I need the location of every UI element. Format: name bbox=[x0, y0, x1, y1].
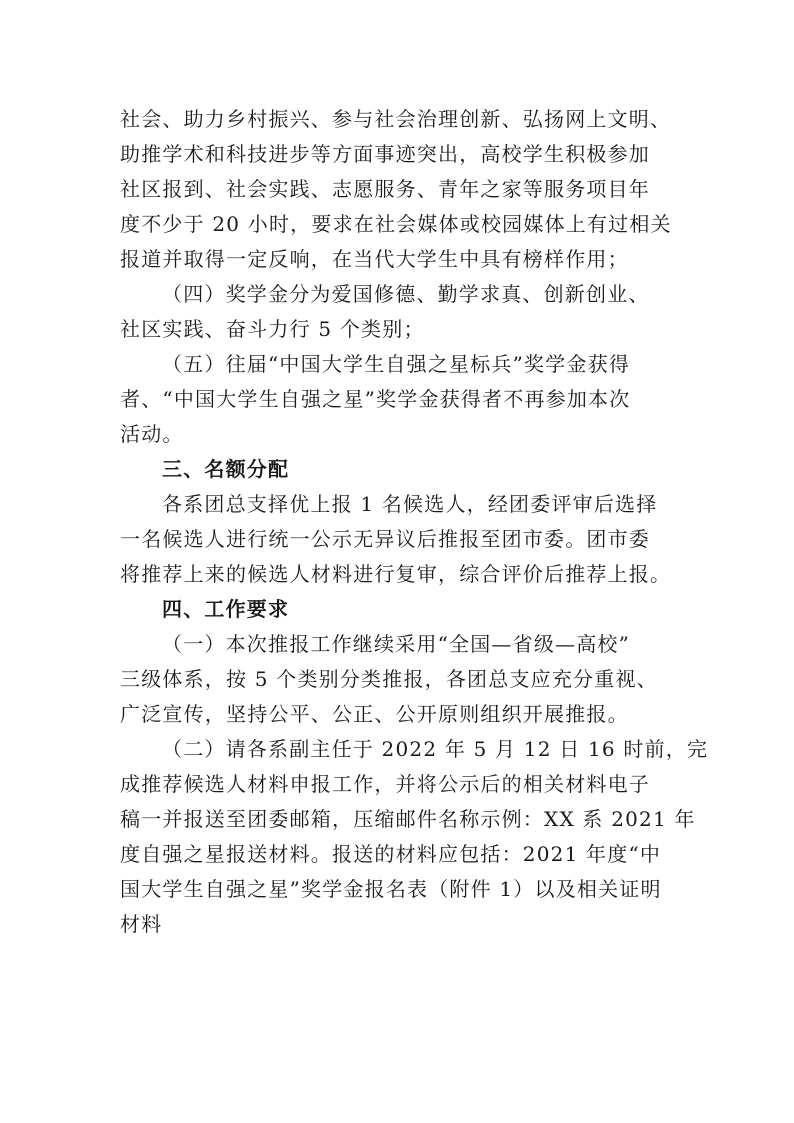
paragraph-line: 一名候选人进行统一公示无异议后推报至团市委。团市委 bbox=[120, 527, 650, 551]
paragraph-line: （五）往届“中国大学生自强之星标兵”奖学金获得 bbox=[162, 352, 631, 376]
paragraph-line: 者、“中国大学生自强之星”奖学金获得者不再参加本次 bbox=[120, 387, 631, 411]
paragraph-line: 广泛宣传，坚持公平、公正、公开原则组织开展推报。 bbox=[120, 702, 629, 726]
paragraph-line: （一）本次推报工作继续采用“全国—省级—高校” bbox=[162, 632, 631, 656]
paragraph-line: 社区报到、社会实践、志愿服务、青年之家等服务项目年 bbox=[120, 177, 650, 201]
paragraph-line: 社区实践、奋斗力行 5 个类别； bbox=[120, 317, 425, 341]
paragraph-line: 国大学生自强之星”奖学金报名表（附件 1）以及相关证明 bbox=[120, 877, 662, 901]
paragraph-line: 稿一并报送至团委邮箱，压缩邮件名称示例：XX 系 2021 年 bbox=[120, 807, 696, 831]
paragraph-line: 报道并取得一定反响，在当代大学生中具有榜样作用； bbox=[120, 247, 629, 271]
paragraph-line: 成推荐候选人材料申报工作，并将公示后的相关材料电子 bbox=[120, 772, 650, 796]
paragraph-line: 度自强之星报送材料。报送的材料应包括：2021 年度“中 bbox=[120, 842, 662, 866]
paragraph-line: 社会、助力乡村振兴、参与社会治理创新、弘扬网上文明、 bbox=[120, 107, 672, 131]
paragraph-line: 度不少于 20 小时，要求在社会媒体或校园媒体上有过相关 bbox=[120, 212, 672, 236]
paragraph-line: 活动。 bbox=[120, 422, 184, 446]
paragraph-line: 三级体系，按 5 个类别分类推报，各团总支应充分重视、 bbox=[120, 667, 658, 691]
paragraph-line: （四）奖学金分为爱国修德、勤学求真、创新创业、 bbox=[162, 282, 650, 306]
paragraph-line: 将推荐上来的候选人材料进行复审，综合评价后推荐上报。 bbox=[120, 562, 672, 586]
paragraph-line: （二）请各系副主任于 2022 年 5 月 12 日 16 时前，完 bbox=[162, 737, 709, 761]
document-body bbox=[120, 102, 709, 942]
section-heading: 四、工作要求 bbox=[162, 597, 290, 621]
paragraph-line: 各系团总支择优上报 1 名候选人，经团委评审后选择 bbox=[162, 492, 658, 516]
paragraph-line: 助推学术和科技进步等方面事迹突出，高校学生积极参加 bbox=[120, 142, 650, 166]
paragraph-line: 材料 bbox=[120, 912, 163, 936]
section-heading: 三、名额分配 bbox=[162, 457, 290, 481]
